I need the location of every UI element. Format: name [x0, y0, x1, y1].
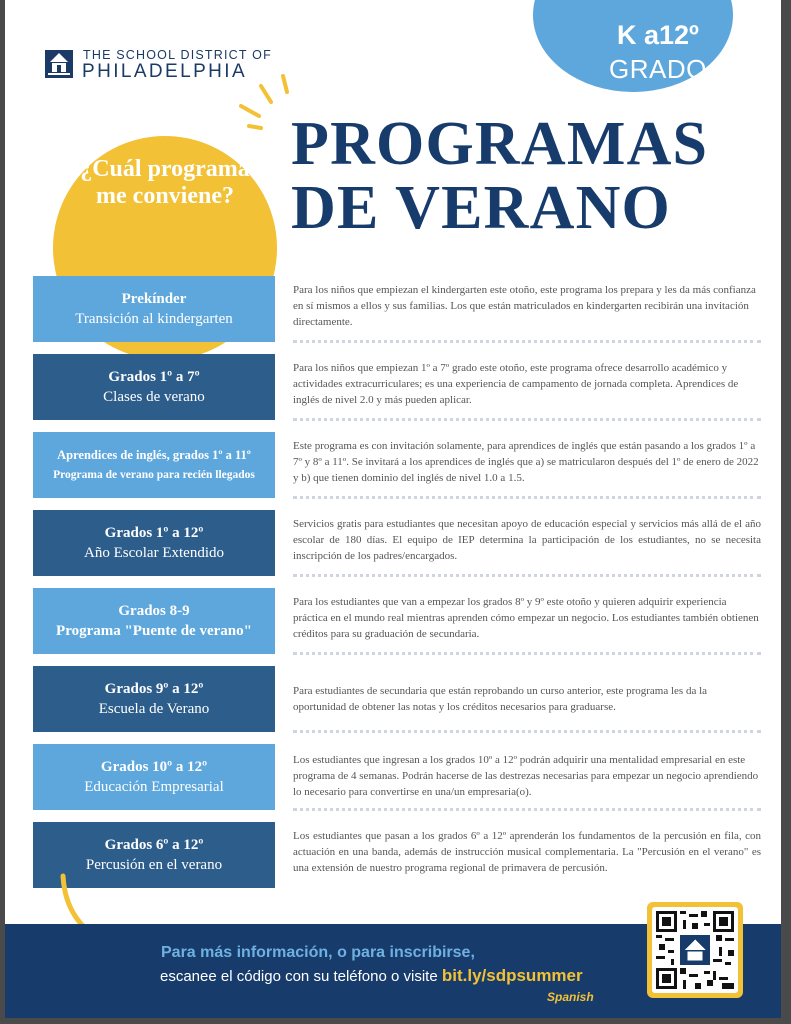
program-description: Servicios gratis para estudiantes que necesitan apoyo de educación especial y servicios más allá de el año escolar de 180 días. El equipo de IEP determina la participación de los estudiantes, no se necesita inscripción de los padres/encargados.	[293, 518, 761, 562]
question-text: ¿Cuál programa me conviene?	[80, 156, 250, 209]
program-box-english-learners	[33, 432, 275, 498]
dotted-divider	[293, 340, 761, 343]
logo-text-top: THE SCHOOL DISTRICT OF	[83, 48, 272, 62]
program-description: Para los niños que empiezan 1º a 7º grado este otoño, este programa ofrece desarrollo académico y actividades extracurriculares; es una experiencia de campamento de jornada completa. Aprendices de inglés de nivel 2.0 y más pueden aplicar.	[293, 362, 739, 406]
flyer-page	[5, 0, 781, 1018]
program-description: Para estudiantes de secundaria que están reprobando un curso anterior, este programa les da la oportunidad de obtener las notas y los créditos necesarios para graduarse.	[293, 685, 708, 713]
program-title: Grados 1º a 12º	[104, 525, 204, 541]
footer-link[interactable]: bit.ly/sdpsummer	[441, 966, 583, 985]
program-subtitle: Programa "Puente de verano"	[56, 623, 252, 639]
page-title	[291, 112, 708, 240]
footer-info-text: Para más información, o para inscribirse,	[161, 944, 475, 961]
program-subtitle: Clases de verano	[103, 389, 205, 405]
program-box-grades-1-7	[33, 354, 275, 420]
footer-language-label: Spanish	[547, 990, 594, 1004]
program-subtitle: Programa de verano para recién llegados	[53, 469, 255, 481]
program-subtitle: Escuela de Verano	[98, 701, 210, 717]
bell-tower-logo-icon	[45, 50, 73, 78]
program-box-extended-school-year	[33, 510, 275, 576]
program-description: Los estudiantes que ingresan a los grados 10º a 12º podrán adquirir una mentalidad empresarial en este programa de 4 semanas. Podrán hacerse de las destrezas necesarias para empezar un negocio aprendiendo lo necesario para convertirse en una/un empresaria(o).	[293, 754, 759, 798]
program-subtitle: Percusión en el verano	[85, 857, 223, 873]
program-title: Grados 9º a 12º	[104, 681, 204, 697]
program-title: Grados 8-9	[118, 603, 190, 619]
qr-code-icon	[656, 911, 734, 989]
program-title: Grados 6º a 12º	[104, 837, 204, 853]
dotted-divider	[293, 418, 761, 421]
title-line-1: PROGRAMAS	[291, 110, 709, 178]
grade-badge-line1: K a12º	[617, 20, 699, 50]
dotted-divider	[293, 808, 761, 811]
program-description: Para los niños que empiezan el kindergarten este otoño, este programa los prepara y les da más confianza en sí mismos a ellos y sus familias. Los que están matriculados en kindergarten recibirán una invitación directamente.	[293, 284, 756, 328]
program-description: Los estudiantes que pasan a los grados 6º a 12º aprenderán los fundamentos de la percusión en fila, con actuación en una banda, además de instrucción musical complementaria. La "Percusión en el verano" es una extensión de nuestro programa regional de primavera de percusión.	[293, 830, 761, 874]
program-subtitle: Transición al kindergarten	[75, 311, 233, 327]
program-box-prekinder	[33, 276, 275, 342]
dotted-divider	[293, 652, 761, 655]
program-description: Este programa es con invitación solamente, para aprendices de inglés que están pasando a los grados 1º a 7º y 8º a 11º. Se invitará a los aprendices de inglés que a) se matricularon después del 1º de enero de 2022 y b) que tienen dominio del inglés de nivel 1.0 a 1.5.	[293, 440, 759, 484]
grade-badge-line2: GRADO	[609, 54, 707, 84]
dotted-divider	[293, 496, 761, 499]
program-title: Grados 10º a 12º	[100, 759, 208, 775]
program-box-entrepreneurship	[33, 744, 275, 810]
program-subtitle: Educación Empresarial	[84, 779, 224, 795]
program-subtitle: Año Escolar Extendido	[84, 545, 224, 561]
logo-text-bottom: PHILADELPHIA	[82, 61, 248, 82]
dotted-divider	[293, 574, 761, 577]
program-title: Grados 1º a 7º	[108, 369, 200, 385]
program-title: Aprendices de inglés, grados 1º a 11º	[57, 448, 251, 462]
footer-scan-text	[160, 966, 583, 986]
qr-code[interactable]	[647, 902, 743, 998]
program-box-summer-school	[33, 666, 275, 732]
footer-scan-label: escanee el código con su teléfono o visite	[160, 968, 438, 985]
program-description: Para los estudiantes que van a empezar los grados 8º y 9º este otoño y quieren adquirir experiencia práctica en el mundo real mientras aprenden cómo empezar un negocio. Los estudiantes también obtienen créditos para su graduación de secundaria.	[293, 596, 759, 640]
program-box-summer-bridge	[33, 588, 275, 654]
program-title: Prekínder	[121, 291, 187, 307]
title-line-2: DE VERANO	[291, 174, 671, 242]
dotted-divider	[293, 730, 761, 733]
